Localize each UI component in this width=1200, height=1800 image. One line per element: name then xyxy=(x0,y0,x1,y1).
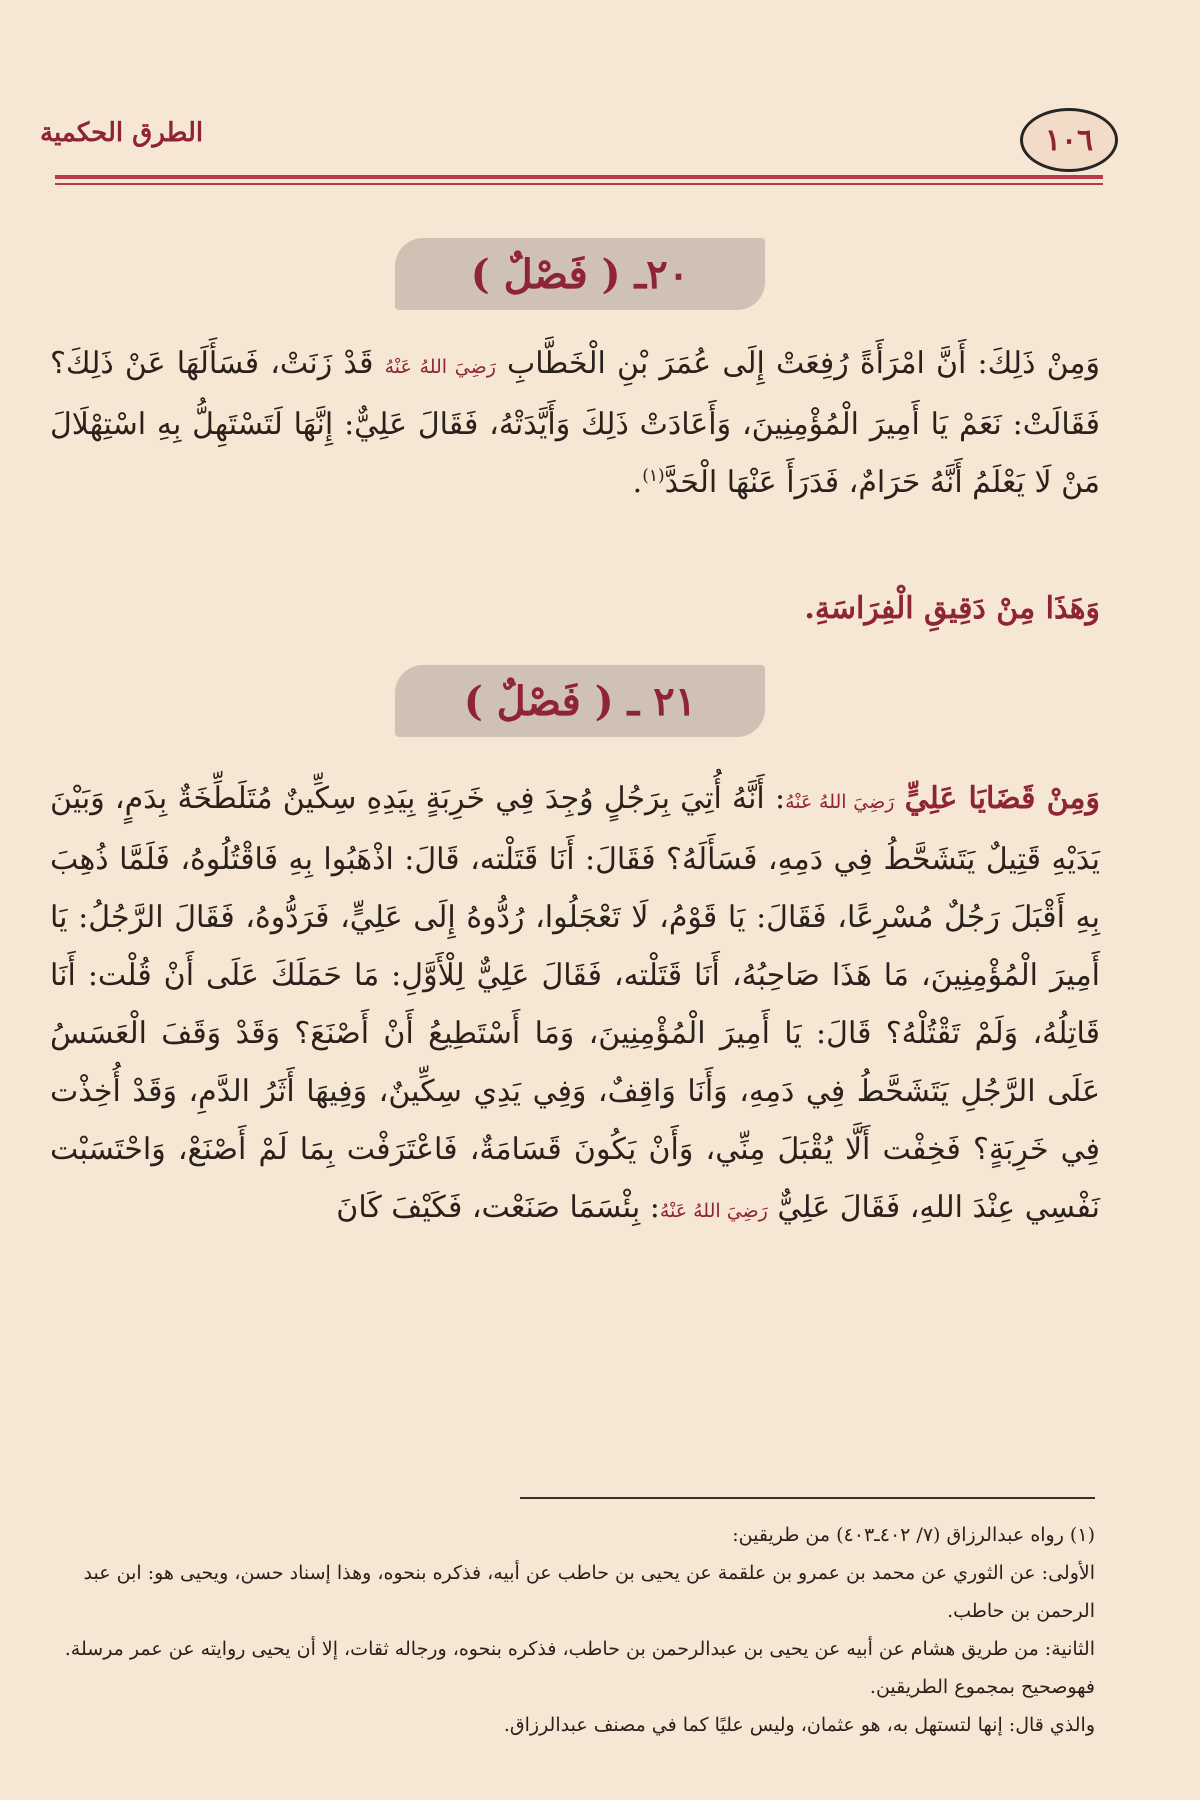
section-20-paragraph xyxy=(50,335,1100,512)
section-21-intro: وَمِنْ قَضَايَا عَلِيٍّ xyxy=(904,781,1100,816)
text-line: . xyxy=(632,465,643,500)
section-heading-banner-20 xyxy=(395,238,765,310)
footnotes xyxy=(50,1516,1095,1744)
footnote-line: الثانية: من طريق هشام عن أبيه عن يحيى بن عبدالرحمن بن حاطب، فذكره بنحوه، ورجاله ثقات، إلا أن يحيى روايته عن عمر مرسلة. xyxy=(64,1638,1095,1660)
footnote-marker[interactable]: (١) xyxy=(642,466,665,486)
closing-remark-text: وَهَذَا مِنْ دَقِيقِ الْفِرَاسَةِ. xyxy=(804,591,1100,626)
section-21-paragraph xyxy=(50,770,1100,1240)
footnote-separator xyxy=(520,1497,1095,1499)
section-heading-21: ٢١ ـ ( فَصْلٌ ) xyxy=(463,677,697,725)
header-rule-top xyxy=(55,175,1103,179)
text-line: وَمِنْ ذَلِكَ: أَنَّ امْرَأَةً رُفِعَتْ إِلَى عُمَرَ بْنِ الْخَطَّابِ xyxy=(507,346,1100,381)
footnote-line: الأولى: عن الثوري عن محمد بن عمرو بن علقمة عن يحيى بن حاطب عن أبيه، فذكره بنحوه، وهذا إسناد حسن، ويحيى هو: ابن عبد الرحمن بن حاطب. xyxy=(83,1562,1095,1622)
closing-remark xyxy=(50,580,1100,638)
section-21-text xyxy=(50,770,1100,1240)
section-heading-20: ٢٠ـ ( فَصْلٌ ) xyxy=(470,250,690,298)
section-heading-banner-21 xyxy=(395,665,765,737)
section-20-text xyxy=(50,335,1100,512)
footnote-line: والذي قال: إنها لتستهل به، هو عثمان، وليس عليًا كما في مصنف عبدالرزاق. xyxy=(503,1714,1095,1736)
honorific-glyph: رَضِيَ اللهُ عَنْهُ xyxy=(384,356,496,378)
running-header-title: الطرق الحكمية xyxy=(40,118,204,148)
honorific-glyph: رَضِيَ اللهُ عَنْهُ xyxy=(659,1200,768,1222)
honorific-glyph: رَضِيَ اللهُ عَنْهُ xyxy=(785,791,895,813)
text-line: قَدْ زَنَتْ، فَسَأَلَهَا عَنْ ذَلِكَ؟ فَقَالَتْ: نَعَمْ يَا أَمِيرَ الْمُؤْمِنِينَ، وَأَعَادَتْ ذَلِكَ وَأَيَّدَتْهُ، فَقَالَ عَلِيٌّ: إِنَّهَا لَتَسْتَهِلُّ بِهِ اسْتِهْلَالَ مَنْ لَا يَعْلَمُ أَنَّهُ حَرَامٌ، فَدَرَأَ عَنْهَا الْحَدَّ xyxy=(50,346,1100,500)
footnote-line: فهوصحيح بمجموع الطريقين. xyxy=(869,1676,1095,1698)
page-number: ١٠٦ xyxy=(1044,122,1094,158)
section-21-body: : أَنَّهُ أُتِيَ بِرَجُلٍ وُجِدَ فِي خَرِبَةٍ بِيَدِهِ سِكِّينٌ مُتَلَطِّخَةٌ بِدَمٍ، وَبَيْنَ يَدَيْهِ قَتِيلٌ يَتَشَحَّطُ فِي دَمِهِ، فَسَأَلَهُ؟ فَقَالَ: أَنَا قَتَلْته، قَالَ: اذْهَبُوا بِهِ فَاقْتُلُوهُ، فَلَمَّا ذُهِبَ بِهِ أَقْبَلَ رَجُلٌ مُسْرِعًا، فَقَالَ: يَا قَوْمُ، لَا تَعْجَلُوا، رُدُّوهُ إِلَى عَلِيٍّ، فَرَدُّوهُ، فَقَالَ الرَّجُلُ: يَا أَمِيرَ الْمُؤْمِنِينَ، مَا هَذَا صَاحِبُهُ، أَنَا قَتَلْته، فَقَالَ عَلِيٌّ لِلْأَوَّلِ: مَا حَمَلَكَ عَلَى أَنْ قُلْت: أَنَا قَاتِلُهُ، وَلَمْ تَقْتُلْهُ؟ قَالَ: يَا أَمِيرَ الْمُؤْمِنِينَ، وَمَا أَسْتَطِيعُ أَنْ أَصْنَعَ؟ وَقَدْ وَقَفَ الْعَسَسُ عَلَى الرَّجُلِ يَتَشَحَّطُ فِي دَمِهِ، وَأَنَا وَاقِفٌ، وَفِي يَدِي سِكِّينٌ، وَفِيهَا أَثَرُ الدَّمِ، وَقَدْ أُخِذْت فِي خَرِبَةٍ؟ فَخِفْت أَلَّا يُقْبَلَ مِنِّي، وَأَنْ يَكُونَ قَسَامَةٌ، فَاعْتَرَفْت بِمَا لَمْ أَصْنَعْ، وَاحْتَسَبْت نَفْسِي عِنْدَ اللهِ، فَقَالَ عَلِيٌّ xyxy=(50,781,1101,1225)
section-21-body-end: : بِئْسَمَا صَنَعْت، فَكَيْفَ كَانَ xyxy=(336,1190,660,1225)
footnote-line: (١) رواه عبدالرزاق (٧/ ٤٠٢ـ٤٠٣) من طريقين: xyxy=(732,1524,1095,1546)
header-rule-bottom xyxy=(55,183,1103,185)
page-number-badge xyxy=(1020,108,1118,172)
